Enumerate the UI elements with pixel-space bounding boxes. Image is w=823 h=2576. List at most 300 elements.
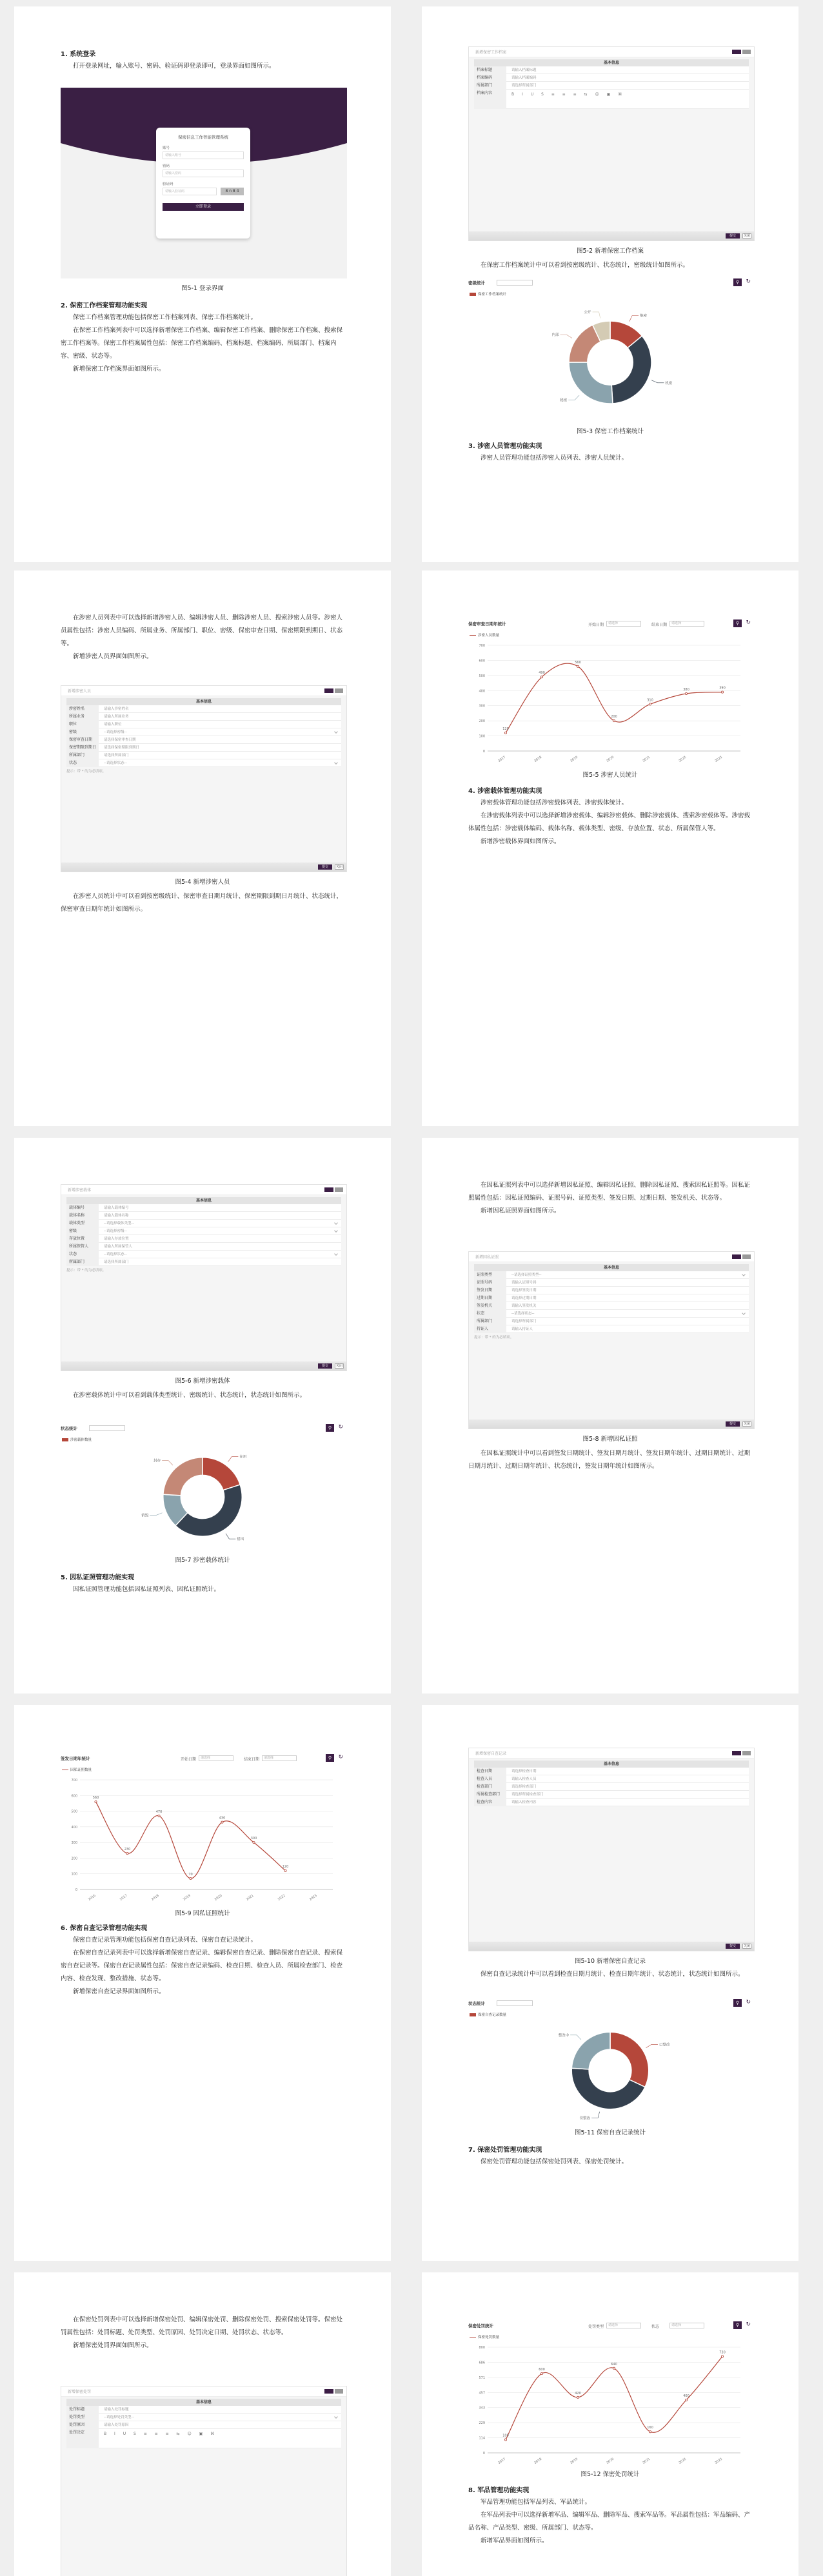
refresh-icon[interactable]: ↻ (338, 1424, 343, 1430)
form-section-header: 基本信息 (66, 1197, 341, 1204)
y-tick-label: 114 (479, 2436, 485, 2441)
toolbar-button[interactable] (732, 1751, 741, 1755)
y-tick-label: 800 (479, 2346, 485, 2350)
form-row (66, 713, 341, 721)
form-row (66, 752, 341, 759)
slice-label: 待整改 (579, 2116, 591, 2121)
field-label: 检查内容 (474, 1799, 506, 1806)
field-input[interactable]: --请选择密级-- (104, 730, 127, 734)
chevron-down-icon (334, 761, 338, 765)
section-heading: 8. 军品管理功能实现 (468, 2487, 530, 2494)
username-field[interactable]: 请输入账号 (163, 151, 244, 159)
form-row (474, 1294, 749, 1302)
chart-title: 保密审查日期年统计 (468, 621, 506, 627)
chart-legend: 涉密人员数量 (470, 632, 499, 638)
form-row (474, 1287, 749, 1294)
field-input[interactable]: 请选择检查日期 (511, 1770, 537, 1773)
breadcrumb: 新增保密自查记录 (475, 1751, 507, 1756)
caption: 图5-2 新增保密工作档案 (576, 248, 644, 255)
slice-label: 封存 (154, 1459, 161, 1463)
end-date-field[interactable]: 请选择 (669, 621, 704, 627)
start-date-field[interactable]: 请选择 (199, 1755, 233, 1761)
paragraph: 保密处罚管理功能包括保密处罚列表、保密处罚统计。 (481, 2158, 628, 2165)
form-rows (61, 1204, 346, 1266)
search-button[interactable]: ⚲ (733, 620, 742, 627)
form-row (474, 1799, 749, 1806)
editor-row (474, 90, 749, 109)
submit-button[interactable]: 提交 (726, 1944, 740, 1949)
data-label: 730 (719, 2350, 726, 2355)
data-point (221, 1821, 223, 1823)
data-label: 400 (683, 2394, 689, 2398)
form-row (474, 1318, 749, 1325)
form-row (474, 1279, 749, 1287)
field-label: 状态 (474, 1310, 506, 1318)
x-tick-label: 2017 (497, 2457, 507, 2465)
close-button[interactable]: 关闭 (743, 1422, 750, 1426)
start-date-field[interactable]: 请选择 (606, 621, 641, 627)
form-section-header: 基本信息 (66, 698, 341, 705)
paragraph: 在保密工作档案列表中可以选择新增保密工作档案、编辑保密工作档案、删除保密工作档案、搜索保密工作档案等。保密工作档案属性包括：保密工作档案编码、档案标题、档案编码、所属部门、档案内容、密级、状态等。 (61, 327, 343, 360)
field-input[interactable]: 请输入档案编码 (511, 76, 537, 80)
field-input[interactable]: 请输入签发机关 (511, 1304, 537, 1308)
close-button[interactable]: 关闭 (743, 1944, 750, 1948)
data-point (95, 1800, 97, 1802)
field-input[interactable]: 请选择所属部门 (511, 1320, 537, 1323)
x-tick-label: 2020 (606, 755, 615, 763)
field-input[interactable]: 请输入证照号码 (511, 1281, 537, 1285)
filter-select[interactable] (497, 280, 533, 286)
chart-title: 保密处罚统计 (468, 2323, 493, 2328)
field-label: 所属保管人 (66, 1243, 99, 1251)
field-label: 保密期限到期日 (66, 744, 99, 752)
field-label: 持证人 (474, 1325, 506, 1333)
search-button[interactable]: ⚲ (326, 1754, 334, 1762)
refresh-icon[interactable]: ↻ (338, 1754, 343, 1761)
editor-row (66, 2429, 341, 2448)
paragraph: 在因私证照统计中可以看到签发日期统计、签发日期月统计、签发日期年统计、过期日期统计、过期日期月统计、过期日期年统计、状态统计，签发日期年统计如图所示。 (468, 1450, 751, 1470)
y-tick-label: 571 (479, 2376, 485, 2380)
field-label: 所属部门 (474, 1318, 506, 1325)
field-input[interactable]: --请选择载体类型-- (104, 1222, 134, 1225)
data-point (685, 692, 687, 694)
field-label: 所属业务 (66, 713, 99, 721)
field-input[interactable]: 请选择签发日期 (511, 1289, 537, 1293)
field-input[interactable]: --请选择密级-- (104, 1229, 127, 1233)
search-button[interactable]: ⚲ (326, 1424, 334, 1432)
search-button[interactable]: ⚲ (733, 278, 742, 286)
field-input[interactable]: 请输入检查内容 (511, 1800, 537, 1804)
submit-button[interactable]: 提交 (726, 1421, 740, 1427)
paragraph: 在保密工作档案统计中可以看到按密级统计、状态统计，密级统计如图所示。 (481, 262, 689, 269)
login-screenshot (61, 88, 347, 278)
line-chart (61, 1772, 344, 1905)
slice-label: 整改中 (558, 2033, 570, 2038)
paragraph: 保密自查记录管理功能包括保密自查记录列表、保密自查记录统计。 (73, 1937, 257, 1944)
chart-line-p10 (468, 2321, 752, 2471)
data-point (685, 2399, 687, 2401)
section-heading: 2. 保密工作档案管理功能实现 (61, 302, 148, 309)
y-tick-label: 343 (479, 2406, 485, 2410)
field-input[interactable]: 请选择过期日期 (511, 1296, 537, 1300)
data-point (504, 2439, 506, 2441)
form-screenshot-carrier (61, 1184, 347, 1371)
field-input[interactable]: --请选择状态-- (104, 761, 127, 765)
slice-leader-line (150, 1513, 162, 1516)
refresh-icon[interactable]: ↻ (746, 278, 751, 285)
breadcrumb: 新增因私证照 (475, 1255, 499, 1260)
data-label: 160 (647, 2426, 653, 2430)
field-input[interactable]: 请选择所属部门 (104, 1260, 129, 1264)
donut-slice (203, 1458, 240, 1490)
data-label: 70 (188, 1873, 193, 1877)
document-page-3 (14, 571, 391, 1126)
data-point (721, 2356, 723, 2357)
y-tick-label: 0 (75, 1888, 77, 1892)
document-page-6 (422, 1138, 798, 1693)
field-input[interactable]: 请输入载体名称 (104, 1214, 129, 1218)
caption: 图5-8 新增因私证照 (582, 1436, 638, 1443)
x-tick-label: 2020 (606, 2457, 615, 2465)
chevron-down-icon (334, 1252, 338, 1256)
field-label: 所属部门 (66, 752, 99, 759)
paragraph: 因私证照管理功能包括因私证照列表、因私证照统计。 (73, 1586, 221, 1593)
chart-legend: 保密自查记录数量 (470, 2012, 506, 2017)
filter-label: 开始日期 (588, 623, 604, 627)
chart-legend: 涉密载体数量 (62, 1437, 92, 1442)
section-5 (61, 1572, 344, 1596)
field-label: 涉密姓名 (66, 705, 99, 713)
data-point (253, 1842, 255, 1844)
chart-line-p7 (61, 1754, 344, 1906)
form-row (66, 1220, 341, 1227)
field-input[interactable]: --请选择状态-- (511, 1312, 535, 1316)
x-tick-label: 2018 (533, 755, 543, 763)
field-input[interactable]: 请选择所属检查部门 (511, 1793, 544, 1797)
field-label: 处罚类型 (66, 2414, 99, 2421)
field-label: 载体编号 (66, 1204, 99, 1212)
field-label: 状态 (66, 759, 99, 767)
field-input[interactable]: 请输入检查人员 (511, 1777, 537, 1781)
toolbar-button[interactable] (324, 688, 333, 693)
data-label: 380 (683, 687, 689, 692)
section-2 (61, 300, 344, 376)
editor-toolbar[interactable]: B I U S ≡ ≡ ≡ ⇆ ☺ ▣ ⌘ (104, 2432, 218, 2436)
field-input[interactable]: 请选择所属部门 (511, 84, 537, 88)
form-section-header: 基本信息 (474, 1264, 749, 1271)
section-8 (468, 2485, 752, 2548)
field-label: 证照类型 (474, 1271, 506, 1279)
slice-label: 已整改 (659, 2043, 670, 2047)
y-tick-label: 600 (71, 1794, 77, 1799)
field-input[interactable]: 请输入所属业务 (104, 715, 129, 719)
chart-title: 密级统计 (468, 280, 485, 286)
chart-donut-p2 (468, 278, 752, 425)
status-select[interactable]: 请选择 (669, 2323, 704, 2328)
x-tick-label: 2016 (87, 1893, 97, 1902)
y-tick-label: 600 (479, 659, 485, 663)
series-line (96, 1802, 286, 1878)
form-row (474, 1768, 749, 1775)
field-input[interactable]: 请输入存放位置 (104, 1237, 129, 1241)
form-note: 提示：带 * 的为必填项。 (474, 1336, 514, 1340)
chevron-down-icon (334, 1229, 338, 1233)
form-row (474, 1325, 749, 1333)
y-tick-label: 400 (479, 689, 485, 694)
data-label: 200 (611, 715, 617, 719)
form-row (66, 744, 341, 752)
slice-leader-line (226, 1534, 235, 1539)
paragraph: 保密工作档案管理功能包括保密工作档案列表、保密工作档案统计。 (73, 314, 257, 321)
submit-button[interactable]: 提交 (726, 233, 740, 239)
close-button[interactable]: 关闭 (335, 1364, 342, 1368)
data-label: 300 (250, 1837, 257, 1841)
slice-label: 公开 (584, 310, 591, 315)
captcha-image[interactable]: 8 n 8 4 (221, 188, 244, 195)
refresh-icon[interactable]: ↻ (746, 1999, 751, 2005)
section-3 (468, 441, 752, 465)
data-point (540, 2372, 542, 2374)
paragraph: 新增保密工作档案界面如图所示。 (73, 366, 165, 373)
data-label: 390 (719, 686, 726, 690)
filter-select[interactable] (497, 2000, 533, 2006)
toolbar-button[interactable] (324, 2389, 333, 2394)
paragraph: 在因私证照列表中可以选择新增因私证照、编辑因私证照、删除因私证照、搜索因私证照等。因私证照属性包括：因私证照编码、证照号码、证照类型、签发日期、过期日期、签发机关、状态等。 (468, 1182, 751, 1202)
paragraph: 新增因私证照界面如图所示。 (481, 1207, 560, 1215)
type-select[interactable]: 请选择 (606, 2323, 641, 2328)
x-tick-label: 2019 (570, 755, 579, 763)
field-input[interactable]: 请选择保密审查日期 (104, 738, 136, 742)
field-input[interactable]: 请输入职位 (104, 723, 122, 727)
caption: 图5-11 保密自查记录统计 (574, 2129, 646, 2136)
slice-leader-line (162, 1461, 173, 1465)
y-tick-label: 700 (479, 644, 485, 648)
donut-chart (61, 1442, 344, 1552)
field-input[interactable]: --请选择状态-- (104, 1253, 127, 1256)
field-input[interactable]: 请输入涉密姓名 (104, 707, 129, 711)
close-button[interactable]: 关闭 (743, 234, 750, 238)
caption: 图5-10 新增保密自查记录 (574, 1958, 646, 1965)
document-page-9 (14, 2272, 391, 2576)
filter-label: 开始日期 (181, 1757, 197, 1762)
data-point (613, 2367, 615, 2369)
submit-button[interactable]: 提交 (318, 1363, 332, 1369)
field-label: 过期日期 (474, 1294, 506, 1302)
x-tick-label: 2017 (119, 1893, 128, 1902)
data-label: 230 (124, 1848, 131, 1852)
x-tick-label: 2022 (678, 2457, 688, 2465)
form-screenshot-license (468, 1251, 755, 1429)
submit-button[interactable]: 提交 (318, 864, 332, 870)
paragraph: 打开登录网址，输入账号、密码、验证码即登录即可，登录界面如图所示。 (73, 63, 275, 70)
form-section-header: 基本信息 (474, 59, 749, 66)
section-6 (61, 1923, 344, 1998)
toolbar-button[interactable] (732, 1254, 741, 1259)
section-1 (61, 49, 344, 73)
form-screenshot-personnel (61, 685, 347, 872)
toolbar-button[interactable] (742, 1254, 751, 1259)
y-tick-label: 200 (479, 719, 485, 724)
search-button[interactable]: ⚲ (733, 1999, 742, 2007)
x-tick-label: 2023 (308, 1893, 318, 1902)
caption: 图5-3 保密工作档案统计 (576, 428, 644, 435)
paragraph: 在涉密人员列表中可以选择新增涉密人员、编辑涉密人员、删除涉密人员、搜索涉密人员等。涉密人员属性包括：涉密人员编码、所属业务、所属部门、职位、密级、保密审查日期、保密期限到期日、状态等。 (61, 614, 343, 647)
donut-chart (468, 298, 752, 427)
end-date-field[interactable]: 请选择 (262, 1755, 297, 1761)
field-input[interactable]: 请输入载体编号 (104, 1206, 129, 1210)
donut-slice (569, 362, 613, 404)
field-input[interactable]: 请选择保密期限到期日 (104, 746, 140, 750)
field-input[interactable]: 请选择所属部门 (104, 754, 129, 757)
paragraph: 在涉密人员统计中可以看到按密级统计、保密审查日期月统计、保密期限到期日月统计、状态统计，保密审查日期年统计如图所示。 (61, 893, 343, 913)
data-label: 560 (92, 1796, 99, 1800)
field-label: 载体类型 (66, 1220, 99, 1227)
x-tick-label: 2017 (497, 755, 507, 763)
data-label: 640 (611, 2362, 617, 2366)
chevron-down-icon (334, 2415, 338, 2419)
field-label: 检查人员 (474, 1775, 506, 1783)
document-page-1 (14, 6, 391, 562)
field-label: 密级 (66, 1227, 99, 1235)
form-row (66, 1212, 341, 1220)
slice-label: 借出 (237, 1537, 244, 1542)
caption: 图5-4 新增涉密人员 (175, 879, 230, 886)
form-row (474, 1271, 749, 1279)
chart-legend: 因私证照数量 (62, 1767, 92, 1772)
slice-leader-line (630, 316, 639, 322)
paragraph: 军品管理功能包括军品列表、军品统计。 (481, 2499, 591, 2506)
toolbar-button[interactable] (732, 50, 741, 54)
paragraph: 在涉密载体统计中可以看到载体类型统计、密级统计、状态统计，状态统计如图所示。 (73, 1392, 306, 1399)
chart-legend: 保密工作档案统计 (470, 291, 506, 297)
breadcrumb: 新增保密处罚 (68, 2390, 92, 2394)
captcha-field[interactable]: 请输入验证码 (163, 188, 217, 195)
paragraph: 新增涉密载体界面如图所示。 (481, 838, 560, 845)
data-label: 310 (647, 698, 653, 703)
section-heading: 1. 系统登录 (61, 51, 96, 58)
login-button[interactable]: 立即登录 (163, 203, 244, 211)
refresh-icon[interactable]: ↻ (746, 2321, 751, 2328)
password-field[interactable]: 请输入密码 (163, 170, 244, 177)
field-input[interactable]: 请输入档案标题 (511, 68, 537, 72)
refresh-icon[interactable]: ↻ (746, 620, 751, 626)
x-tick-label: 2018 (533, 2457, 543, 2465)
editor-toolbar[interactable]: B I U S ≡ ≡ ≡ ⇆ ☺ ▣ ⌘ (511, 92, 626, 97)
form-row (66, 2414, 341, 2421)
form-row (66, 705, 341, 713)
filter-label: 结束日期 (244, 1757, 260, 1762)
chart-donut-p8 (468, 1999, 752, 2125)
close-button[interactable]: 关闭 (335, 865, 342, 869)
editor-label: 档案内容 (474, 90, 506, 109)
toolbar-button[interactable] (742, 50, 751, 54)
chart-title: 状态统计 (468, 2001, 485, 2006)
form-row (66, 721, 341, 728)
data-point (284, 1869, 286, 1871)
x-tick-label: 2021 (642, 2457, 651, 2465)
slice-leader-line (568, 395, 579, 400)
form-row (66, 759, 341, 767)
field-input[interactable]: 请输入处罚标题 (104, 2408, 129, 2412)
toolbar-button[interactable] (335, 1187, 343, 1192)
filter-select[interactable] (89, 1425, 125, 1431)
y-tick-label: 0 (482, 2452, 485, 2455)
data-point (613, 720, 615, 722)
field-input[interactable]: --请选择证照类型-- (511, 1273, 542, 1277)
field-input[interactable]: 请输入持证人 (511, 1327, 533, 1331)
chart-donut-p5 (61, 1424, 344, 1553)
x-tick-label: 2022 (678, 755, 688, 763)
form-screenshot-penalty (61, 2386, 347, 2576)
caption: 图5-12 保密处罚统计 (580, 2471, 640, 2478)
y-tick-label: 400 (71, 1825, 77, 1830)
toolbar-button[interactable] (335, 2389, 343, 2394)
data-label: 470 (155, 1810, 163, 1814)
field-label: 签发日期 (474, 1287, 506, 1294)
form-row (66, 1258, 341, 1266)
caption: 图5-9 因私证照统计 (175, 1910, 230, 1917)
slice-leader-line (228, 1457, 238, 1462)
field-label: 存放位置 (66, 1235, 99, 1243)
slice-label: 销毁 (141, 1514, 149, 1518)
form-row (474, 74, 749, 82)
x-tick-label: 2022 (277, 1893, 286, 1902)
y-tick-label: 500 (479, 674, 485, 678)
data-point (649, 2431, 651, 2433)
form-row (66, 1235, 341, 1243)
field-label: 证照号码 (474, 1279, 506, 1287)
paragraph: 涉密载体管理功能包括涉密载体列表、涉密载体统计。 (481, 799, 628, 806)
paragraph: 新增军品界面如图所示。 (481, 2537, 548, 2544)
toolbar-button[interactable] (742, 1751, 751, 1755)
field-input[interactable]: 请输入所属保管人 (104, 1245, 133, 1249)
form-rows (61, 2406, 346, 2429)
slice-leader-line (593, 312, 600, 318)
field-input[interactable]: 请输入处罚原因 (104, 2423, 129, 2427)
data-label: 430 (219, 1816, 226, 1820)
donut-slice (571, 2032, 610, 2069)
data-point (649, 703, 651, 705)
line-chart (468, 2339, 752, 2468)
breadcrumb: 新增涉密人员 (68, 689, 92, 694)
document-page-7 (14, 1705, 391, 2261)
login-card (156, 128, 250, 239)
slice-label: 机密 (665, 381, 673, 385)
section-7 (468, 2145, 752, 2169)
data-label: 600 (539, 2368, 545, 2372)
field-label: 档案编码 (474, 74, 506, 82)
y-tick-label: 686 (479, 2361, 485, 2365)
toolbar-button[interactable] (335, 688, 343, 693)
form-screenshot-selfcheck (468, 1748, 755, 1951)
field-input[interactable]: 请选择检查部门 (511, 1785, 537, 1789)
toolbar-button[interactable] (324, 1187, 333, 1192)
data-label: 490 (539, 671, 545, 676)
form-row (66, 2406, 341, 2414)
paragraph: 新增涉密人员界面如图所示。 (73, 653, 153, 660)
slice-leader-line (560, 335, 571, 338)
paragraph: 保密自查记录统计中可以看到检查日期月统计、检查日期年统计、状态统计，状态统计如图所示。 (481, 1971, 744, 1978)
form-rows (469, 66, 754, 90)
slice-leader-line (651, 380, 664, 383)
search-button[interactable]: ⚲ (733, 2321, 742, 2329)
y-tick-label: 100 (479, 734, 485, 739)
data-point (126, 1853, 128, 1855)
slice-label: 在用 (239, 1455, 247, 1459)
document-page-4 (422, 571, 798, 1126)
field-input[interactable]: --请选择处罚类型-- (104, 2415, 134, 2419)
donut-slice (163, 1458, 203, 1496)
